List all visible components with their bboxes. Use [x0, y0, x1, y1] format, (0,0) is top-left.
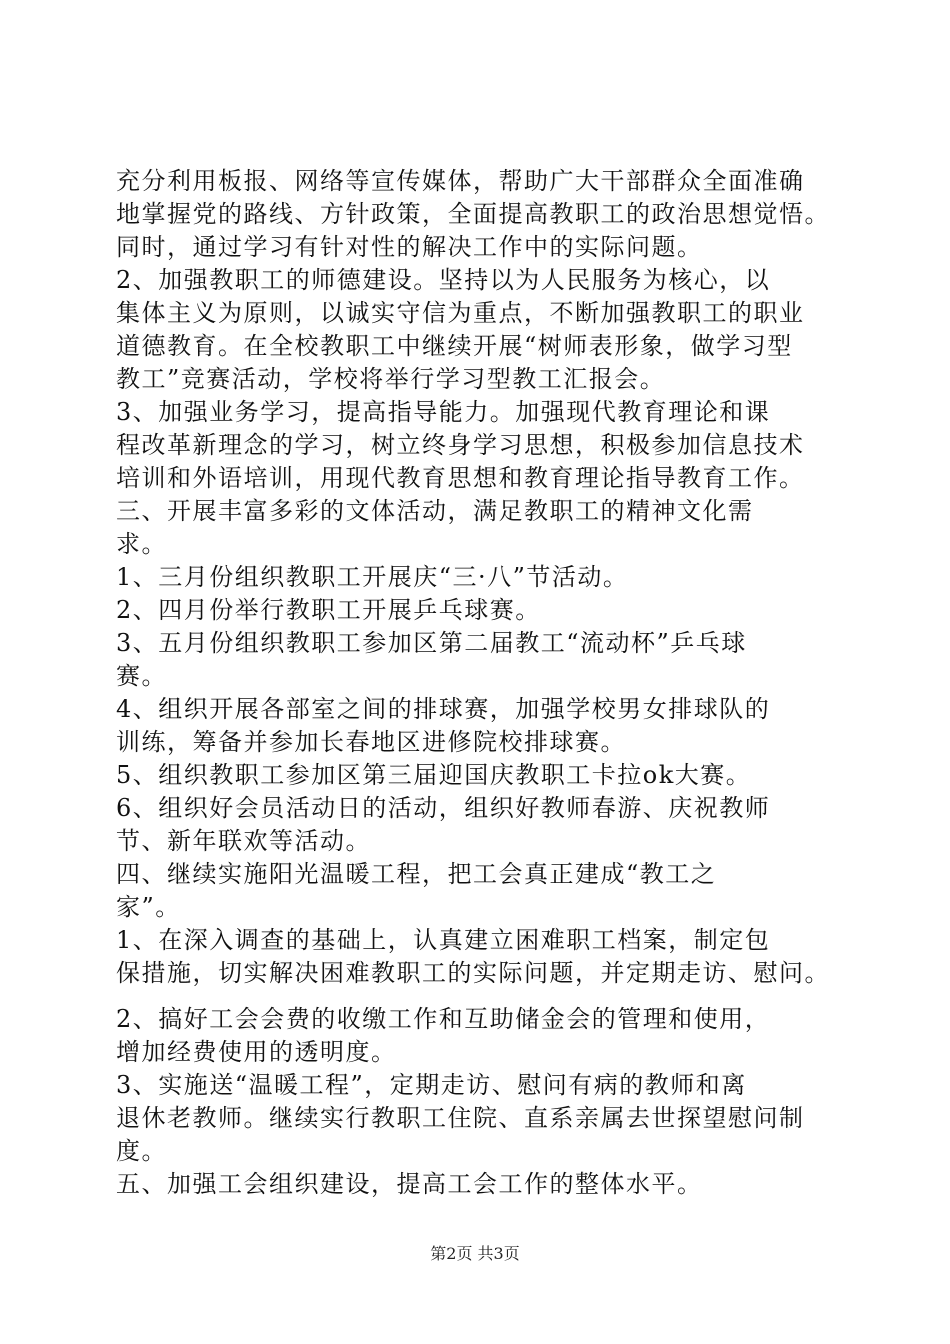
text-line: 程改革新理念的学习，树立终身学习思想，积极参加信息技术: [116, 431, 805, 459]
text-line: 2、四月份举行教职工开展乒乓球赛。: [116, 596, 541, 624]
text-line: 三、开展丰富多彩的文体活动，满足教职工的精神文化需: [116, 497, 754, 525]
text-line: 6、组织好会员活动日的活动，组织好教师春游、庆祝教师: [116, 794, 771, 822]
text-line: 1、在深入调查的基础上，认真建立困难职工档案，制定包: [116, 926, 771, 954]
text-line: 1、三月份组织教职工开展庆“三·八”节活动。: [116, 563, 629, 591]
text-line: 3、实施送“温暖工程”，定期走访、慰问有病的教师和离: [116, 1071, 747, 1099]
text-line: 集体主义为原则，以诚实守信为重点，不断加强教职工的职业: [116, 299, 805, 327]
text-line: 节、新年联欢等活动。: [116, 827, 371, 855]
text-line: 求。: [116, 530, 167, 558]
text-line: 家”。: [116, 893, 181, 921]
text-line: 保措施，切实解决困难教职工的实际问题，并定期走访、慰问。: [116, 959, 830, 987]
text-line: 五、加强工会组织建设，提高工会工作的整体水平。: [116, 1170, 703, 1198]
text-line: 退休老教师。继续实行教职工住院、直系亲属去世探望慰问制: [116, 1104, 805, 1132]
text-line: 充分利用板报、网络等宣传媒体，帮助广大干部群众全面准确: [116, 167, 805, 195]
text-line: 四、继续实施阳光温暖工程，把工会真正建成“教工之: [116, 860, 717, 888]
text-line: 培训和外语培训，用现代教育思想和教育理论指导教育工作。: [116, 464, 805, 492]
text-line: 道德教育。在全校教职工中继续开展“树师表形象，做学习型: [116, 332, 793, 360]
text-line: 赛。: [116, 662, 167, 690]
text-line: 3、加强业务学习，提高指导能力。加强现代教育理论和课: [116, 398, 771, 426]
text-line: 增加经费使用的透明度。: [116, 1038, 397, 1066]
page-footer: 第2页 共3页: [430, 1244, 520, 1263]
text-line: 4、组织开展各部室之间的排球赛，加强学校男女排球队的: [116, 695, 771, 723]
text-line: 2、搞好工会会费的收缴工作和互助储金会的管理和使用，: [116, 1005, 771, 1033]
text-line: 教工”竞赛活动，学校将举行学习型教工汇报会。: [116, 365, 666, 393]
text-line: 地掌握党的路线、方针政策，全面提高教职工的政治思想觉悟。: [116, 200, 830, 228]
text-line: 3、五月份组织教职工参加区第二届教工“流动杯”乒乓球: [116, 629, 747, 657]
text-line: 同时，通过学习有针对性的解决工作中的实际问题。: [116, 233, 703, 261]
text-line: 5、组织教职工参加区第三届迎国庆教职工卡拉ok大赛。: [116, 761, 752, 789]
text-line: 度。: [116, 1137, 167, 1165]
text-line: 训练，筹备并参加长春地区进修院校排球赛。: [116, 728, 626, 756]
text-line: 2、加强教职工的师德建设。坚持以为人民服务为核心，以: [116, 266, 771, 294]
